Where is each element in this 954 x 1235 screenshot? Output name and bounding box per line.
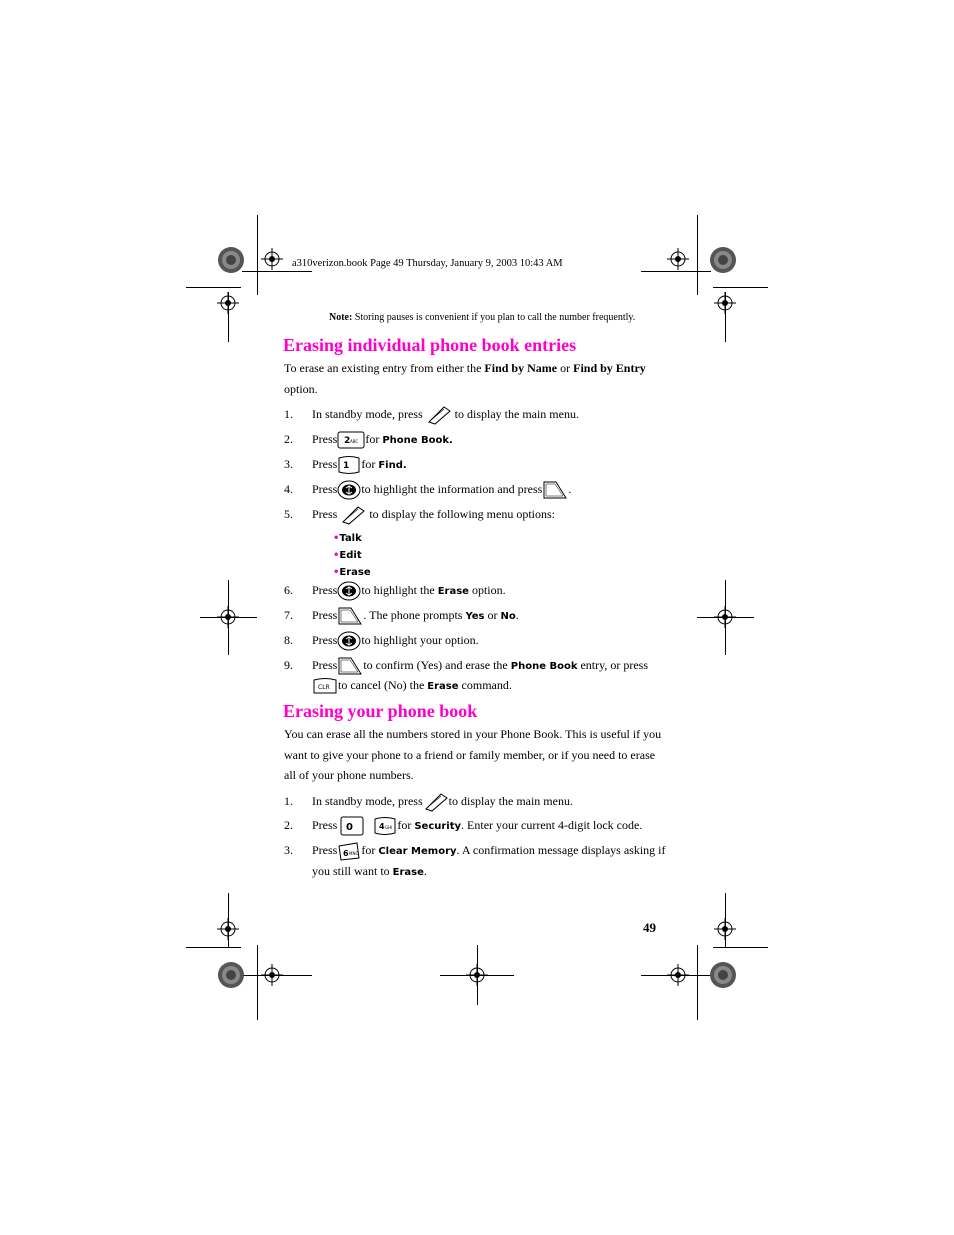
- step-text: Press: [312, 843, 338, 857]
- intro-bold: Find by Name: [484, 361, 558, 375]
- option-label: Erase: [339, 567, 371, 578]
- step-text: Press: [312, 432, 338, 446]
- file-header: a310verizon.book Page 49 Thursday, January 9, 2003 10:43 AM: [292, 258, 563, 269]
- section-title: Erasing your phone book: [283, 701, 478, 721]
- step-text: command.: [458, 678, 512, 692]
- svg-text:4: 4: [379, 822, 385, 832]
- step-number: 9.: [284, 658, 293, 672]
- step-number: 7.: [284, 608, 293, 622]
- svg-text:GHI: GHI: [385, 825, 393, 831]
- section-intro: [284, 724, 664, 786]
- step-bold: Erase: [392, 867, 424, 878]
- step-text: to display the following menu options:: [369, 507, 555, 521]
- step-bold: Phone Book: [510, 661, 578, 672]
- step-text: to display the main menu.: [454, 407, 579, 421]
- step-text: Press: [312, 482, 338, 496]
- step-bold: Erase: [437, 586, 469, 597]
- step-text: .: [423, 864, 427, 878]
- color-rosette-icon: [710, 247, 736, 273]
- ok-key-icon: [337, 606, 363, 626]
- intro-bold: Find by Entry: [573, 361, 646, 375]
- step-text: for: [361, 843, 379, 857]
- svg-text:0: 0: [346, 822, 354, 834]
- step-text: to highlight the: [361, 583, 438, 597]
- step-text: or: [484, 608, 501, 622]
- intro-line: all of your phone numbers.: [284, 768, 414, 782]
- step-text: option.: [468, 583, 506, 597]
- svg-text:1: 1: [343, 461, 350, 472]
- step-text: to display the main menu.: [448, 794, 573, 808]
- step-bold: Security: [414, 821, 462, 832]
- ok-key-icon: [337, 656, 363, 676]
- list-item: •Erase: [333, 567, 371, 578]
- step-text: for: [397, 818, 415, 832]
- intro-line: want to give your phone to a friend or family member, or if you need to erase: [284, 747, 656, 762]
- page-number: 49: [643, 920, 656, 935]
- step-bold: Erase: [427, 681, 459, 692]
- key-1-icon: [337, 455, 361, 475]
- step-text: to cancel (No) the: [338, 678, 428, 692]
- note: [329, 312, 635, 323]
- step-text: In standby mode, press: [312, 794, 423, 808]
- step-bold: No: [500, 611, 516, 622]
- step-text: to confirm (Yes) and erase the: [363, 658, 511, 672]
- step-number: 2.: [284, 818, 293, 832]
- step-text: . Enter your current 4-digit lock code.: [461, 818, 643, 832]
- step-number: 8.: [284, 633, 293, 647]
- step-number: 1.: [284, 794, 293, 808]
- step-text: In standby mode, press: [312, 407, 423, 421]
- key-2-abc-icon: [337, 431, 365, 449]
- key-6-mno-icon: [337, 841, 361, 861]
- step-number: 3.: [284, 457, 293, 471]
- clr-key-icon: [312, 676, 338, 696]
- menu-key-icon: [340, 505, 366, 525]
- ok-key-icon: [542, 480, 568, 500]
- svg-text:ABC: ABC: [350, 439, 359, 445]
- navigation-key-icon: [337, 631, 361, 651]
- registration-target-icon: [261, 248, 283, 270]
- step-number: 3.: [284, 843, 293, 857]
- registration-target-icon: [667, 964, 689, 986]
- list-item: •Edit: [333, 550, 362, 561]
- color-rosette-icon: [218, 247, 244, 273]
- color-rosette-icon: [218, 962, 244, 988]
- step-text: Press: [312, 457, 338, 471]
- svg-text:CLR: CLR: [318, 684, 330, 692]
- list-item: •Talk: [333, 533, 362, 544]
- svg-text:MNO: MNO: [349, 851, 359, 857]
- registration-target-icon: [261, 964, 283, 986]
- menu-key-icon: [426, 405, 452, 425]
- step-number: 5.: [284, 507, 293, 521]
- step-number: 1.: [284, 407, 293, 421]
- step-text: Press: [312, 818, 338, 832]
- step-text: to highlight the information and press: [361, 482, 543, 496]
- section-title: Erasing individual phone book entries: [283, 335, 577, 355]
- svg-text:6: 6: [343, 849, 349, 859]
- step-text: Press: [312, 583, 338, 597]
- option-label: Talk: [339, 533, 362, 544]
- step-bold: Clear Memory: [378, 846, 457, 857]
- step-number: 2.: [284, 432, 293, 446]
- step-text: for: [365, 432, 383, 446]
- key-4-ghi-icon: [373, 816, 397, 836]
- step-text: for: [361, 457, 379, 471]
- step-bold: Phone Book.: [382, 435, 453, 446]
- menu-key-icon: [423, 792, 449, 812]
- option-label: Edit: [339, 550, 362, 561]
- note-text: Storing pauses is convenient if you plan to call the number frequently.: [352, 312, 636, 323]
- step-text: to highlight your option.: [361, 633, 479, 647]
- step-number: 4.: [284, 482, 293, 496]
- registration-target-icon: [667, 248, 689, 270]
- svg-text:2: 2: [344, 436, 351, 447]
- navigation-key-icon: [337, 581, 361, 601]
- key-0-icon: [340, 816, 364, 836]
- step-text: .: [568, 482, 572, 496]
- step-text: Press: [312, 507, 338, 521]
- menu-options-list: [333, 530, 371, 581]
- intro-line: You can erase all the numbers stored in your Phone Book. This is useful if you: [284, 727, 662, 741]
- step-text: entry, or press: [577, 658, 649, 672]
- step-bold: Yes: [465, 611, 485, 622]
- color-rosette-icon: [710, 962, 736, 988]
- intro-text: option.: [284, 381, 318, 396]
- section-intro: [284, 358, 664, 399]
- step-text: Press: [312, 608, 338, 622]
- step-text: you still want to: [312, 864, 393, 878]
- step-text: .: [515, 608, 519, 622]
- note-label: Note:: [329, 312, 353, 323]
- navigation-key-icon: [337, 480, 361, 500]
- step-number: 6.: [284, 583, 293, 597]
- step-text: . The phone prompts: [363, 608, 466, 622]
- step-bold: Find.: [378, 460, 407, 471]
- step-text: Press: [312, 658, 338, 672]
- step-text: Press: [312, 633, 338, 647]
- step-text: . A confirmation message displays asking if: [456, 843, 666, 857]
- intro-text: or: [557, 361, 574, 375]
- intro-text: To erase an existing entry from either the: [284, 361, 485, 375]
- registration-target-icon: [466, 964, 488, 986]
